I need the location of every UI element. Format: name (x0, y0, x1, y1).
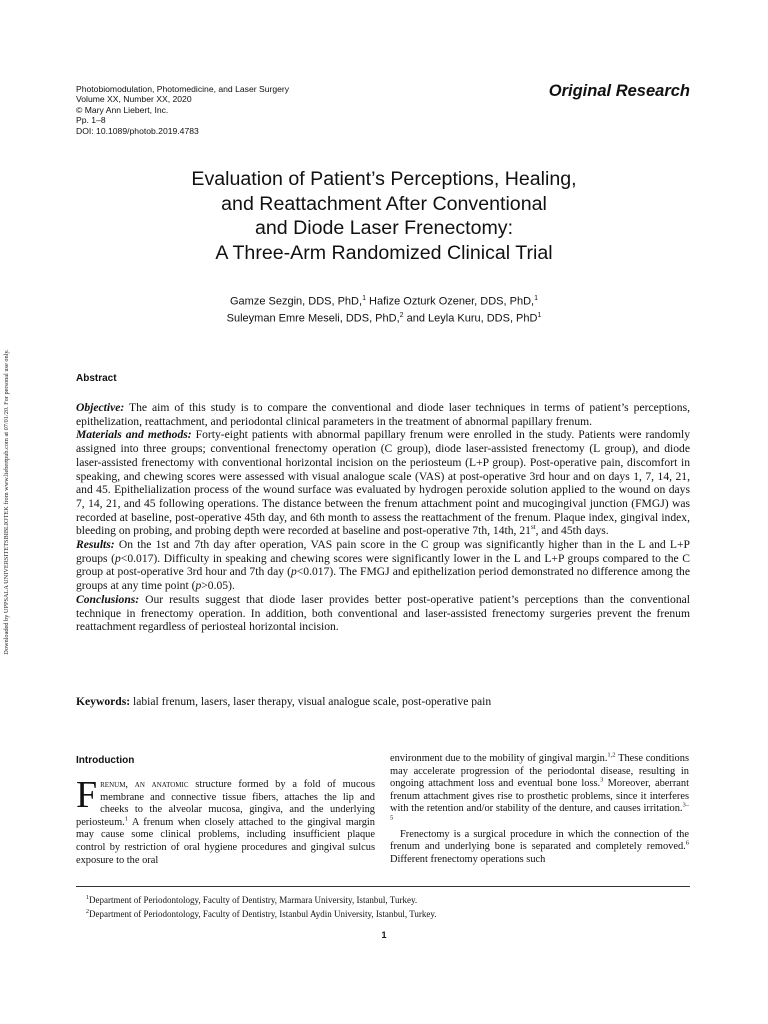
affiliation-mark: 1 (534, 295, 538, 302)
p-symbol: p (115, 551, 121, 565)
paragraph-text: Different frenectomy operations such (390, 853, 546, 865)
author-name: Suleyman Emre Meseli, DDS, PhD, (226, 312, 400, 325)
paragraph-text: A frenum when closely attached to the gingival margin may cause some clinical problems, including insufficient plaque control by restriction of oral hygiene procedures and gingival sulcus exposure to the oral (76, 816, 375, 866)
abstract-objective (76, 401, 690, 428)
reference-mark: 6 (685, 839, 689, 847)
footnote-text: Department of Periodontology, Faculty of Dentistry, Marmara University, Istanbul, Turkey. (89, 895, 418, 905)
journal-doi: DOI: 10.1089/photob.2019.4783 (76, 125, 199, 136)
author-name: Hafize Ozturk Ozener, DDS, PhD, (365, 295, 535, 308)
results-text: On the 1st and 7th day after operation, VAS pain score in the C group was significantly higher than in the L and L+P groups ( (76, 538, 690, 565)
abstract-methods (76, 428, 690, 538)
paragraph-text: structure formed by a fold of mucous membrane and connective tissue fibers, attaches the lip and cheeks to the alveolar mucosa, gingiva, and the underlying periosteum. (76, 779, 375, 828)
author-list (90, 292, 678, 325)
paragraph-text: Frenectomy is a surgical procedure in which the connection of the frenum and underlying bone is separated and completely removed. (390, 828, 689, 853)
objective-text: The aim of this study is to compare the conventional and diode laser techniques in terms of patient’s perceptions, epithelization, reattachment, and periodontal clinical parameters in the treatment of abnormal papillary frenum. (76, 401, 690, 428)
results-text: <0.017). Difficulty in speaking and chewing scores were significantly lower in the L and L+P groups compared to the C group at post-operative 3rd hour and 7th day ( (76, 551, 690, 579)
footnote-mark: 1 (86, 895, 89, 901)
conclusions-label: Conclusions: (76, 592, 140, 606)
article-type-label: Original Research (548, 82, 690, 100)
footnote (76, 907, 437, 921)
body-column-left (76, 774, 375, 867)
reference-mark: 3 (600, 776, 604, 784)
results-label: Results: (76, 538, 115, 552)
intro-paragraph-continued (390, 753, 689, 829)
page-number: 1 (381, 930, 387, 940)
lead-in-smallcaps: renum, an anatomic (100, 779, 189, 790)
keywords-text: labial frenum, lasers, laser therapy, visual analogue scale, post-operative pain (130, 695, 492, 708)
abstract-body (76, 401, 690, 634)
results-text: >0.05). (201, 579, 235, 593)
abstract-heading: Abstract (76, 373, 117, 384)
affiliation-mark: 1 (362, 295, 366, 302)
reference-mark: 1 (124, 815, 129, 823)
affiliation-mark: 2 (399, 311, 404, 319)
download-notice: Downloaded by UPPSALA UNIVERSITETSBIBLIOTEK from www.liebertpub.com at 07/01/20. For personal use only. (3, 349, 10, 655)
author-name: Gamze Sezgin, DDS, PhD, (230, 295, 363, 308)
author-name: and Leyla Kuru, DDS, PhD (403, 312, 538, 325)
abstract-conclusions (76, 593, 690, 634)
objective-label: Objective: (76, 401, 125, 414)
intro-paragraph (76, 774, 375, 867)
paragraph-text: Moreover, aberrant frenum attachment gives rise to prosthetic problems, since it interferes with the retention and/or stability of the denture, and causes irritation. (390, 778, 689, 815)
journal-name: Photobiomodulation, Photomedicine, and Laser Surgery (76, 84, 290, 94)
journal-info (76, 84, 289, 136)
introduction-heading: Introduction (76, 755, 135, 766)
title-line: and Diode Laser Frenectomy: (254, 217, 514, 240)
body-column-right (390, 753, 689, 866)
footnote-divider (76, 886, 690, 887)
methods-text: , and 45th days. (535, 524, 609, 538)
drop-cap: F (76, 774, 98, 816)
reference-mark: 3–5 (390, 801, 689, 822)
affiliation-footnotes (76, 893, 437, 920)
footnote (76, 893, 437, 907)
journal-pages: Pp. 1–8 (76, 115, 106, 126)
keywords-label: Keywords: (76, 695, 131, 708)
p-symbol: p (195, 579, 202, 593)
footnote-text: Department of Periodontology, Faculty of Dentistry, Istanbul Aydin University, Istanbul, Turkey. (89, 908, 437, 919)
title-line: and Reattachment After Conventional (221, 192, 547, 215)
paragraph-text: These conditions may accelerate progression of the periodontal disease, resulting in ongoing attachment loss and eventual bone loss. (390, 753, 689, 790)
abstract-results (76, 538, 690, 593)
title-line: A Three-Arm Randomized Clinical Trial (215, 241, 553, 264)
keywords (76, 695, 690, 709)
results-text: <0.017). The FMGJ and epithelization period demonstrated no difference among the groups at any time point ( (76, 565, 690, 593)
paragraph-text: environment due to the mobility of gingival margin. (390, 753, 608, 764)
methods-label: Materials and methods: (76, 428, 192, 442)
ordinal-superscript: st (530, 523, 536, 532)
p-symbol: p (290, 565, 297, 579)
footnote-mark: 2 (86, 908, 89, 915)
methods-text: Forty-eight patients with abnormal papillary frenum were enrolled in the study. Patients were randomly assigned into three groups; conventional frenectomy operation (C group), diode laser-assisted frenectomy (L group), and diode laser-assisted frenectomy with conventional horizontal incision on the periosteum (L+P group). Post-operative pain, discomfort in speaking, and chewing scores were assessed with visual analogue scale (VAS) at post-operative 3rd hour and on days 1, 7, 14, 21, and 45. Epithelialization process of the wound surface was evaluated by hydrogen peroxide solution applied to the wound on days 7, 14, 21, and 45 following operations. The distance between the frenum attachment point and mucogingival junction (FMGJ) was recorded at baseline, post-operative 45th day, and 6th month to assess the reattachment of the frenum. Plaque index, gingival index, bleeding on probing, and probing depth were recorded at baseline and post-operative 7th, 14th, 21 (76, 428, 690, 538)
journal-volume: Volume XX, Number XX, 2020 (76, 94, 192, 105)
article-title (90, 167, 678, 265)
journal-copyright: © Mary Ann Liebert, Inc. (76, 104, 169, 115)
intro-paragraph (390, 829, 689, 867)
title-line: Evaluation of Patient’s Perceptions, Healing, (191, 168, 577, 190)
affiliation-mark: 1 (537, 311, 542, 319)
conclusions-text: Our results suggest that diode laser provides better post-operative patient’s perceptions than the conventional technique in frenectomy operation. In addition, both conventional and laser-assisted frenectomy surgeries prevent the frenum reattachment regardless of periosteal horizontal incision. (76, 592, 690, 634)
reference-mark: 1,2 (607, 751, 616, 759)
